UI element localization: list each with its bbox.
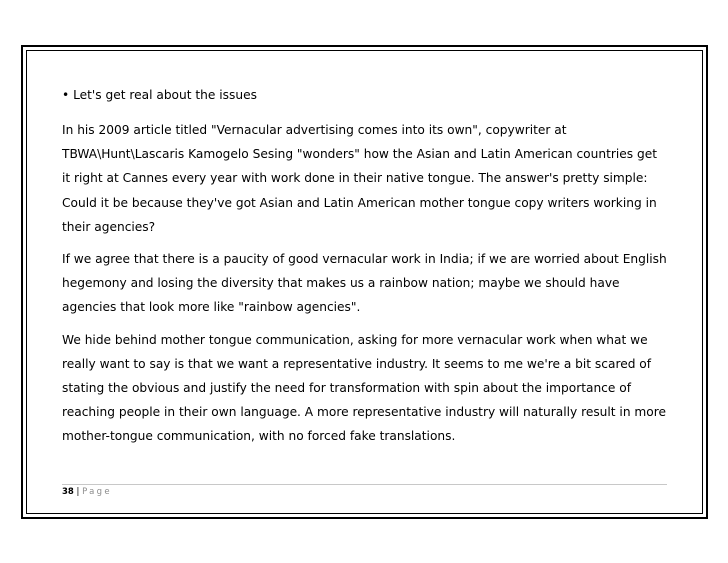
page-separator: | (76, 487, 80, 497)
paragraph-2: If we agree that there is a paucity of good vernacular work in India; if we are worried about English hegemony and losing the diversity that makes us a rainbow nation; maybe we should have agencies that look more like "rainbow agencies". (62, 252, 667, 315)
page-label: Page (82, 487, 112, 497)
page-footer (62, 484, 667, 498)
paragraph-3: We hide behind mother tongue communication, asking for more vernacular work when what we really want to say is that we want a representative industry. It seems to me we're a bit scared of stating the obvious and justify the need for transformation with spin about the importance of reaching people in their own language. A more representative industry will naturally result in more mother-tongue communication, with no forced fake translations. (62, 332, 666, 444)
bullet-heading: • Let's get real about the issues (62, 88, 257, 102)
document-body (62, 86, 668, 449)
page-number: 38 (62, 487, 74, 497)
paragraph-1: In his 2009 article titled "Vernacular advertising comes into its own", copywriter at TBWA\Hunt\Lascaris Kamogelo Sesing "wonders" how the Asian and Latin American countries get it right at Cannes every year with work done in their native tongue. The answer's pretty simple: Could it be because they've got Asian and Latin American mother tongue copy writers working in their agencies? (62, 123, 658, 234)
